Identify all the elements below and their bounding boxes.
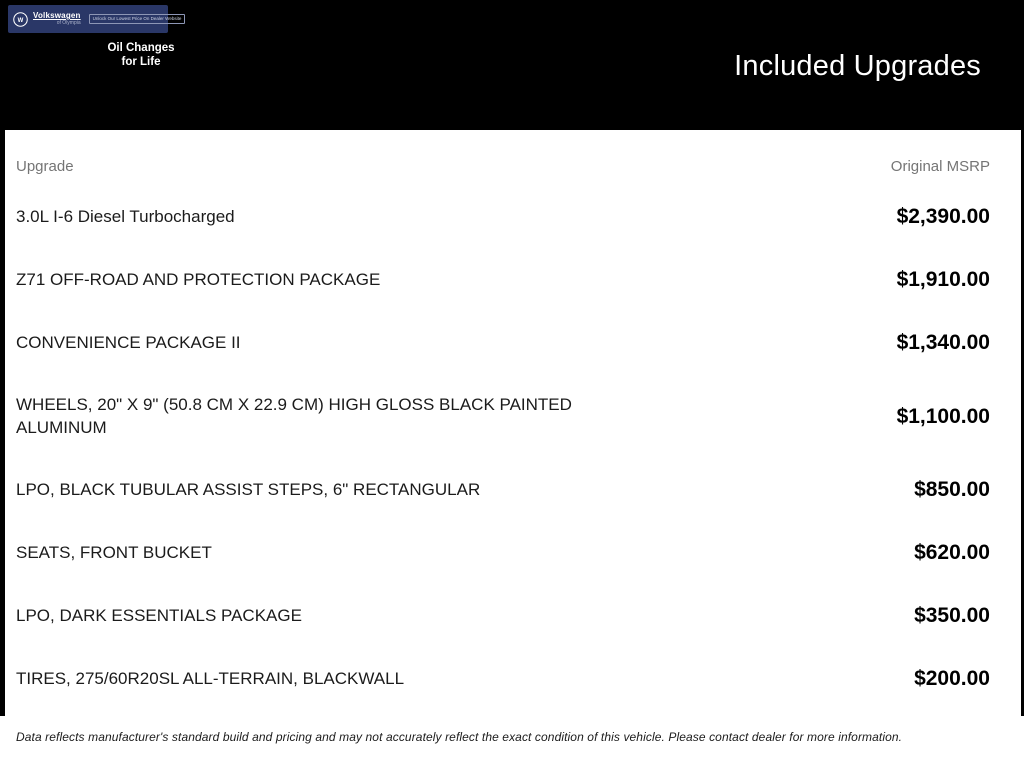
svg-text:W: W [17,17,24,24]
upgrade-price: $2,390.00 [896,205,990,228]
dealer-tagline-line1: Oil Changes [107,42,175,54]
upgrade-price: $350.00 [914,604,990,628]
table-header-row [16,158,990,175]
dealer-tagline-line2: for Life [121,56,161,69]
upgrade-name: SEATS, FRONT BUCKET [16,542,212,562]
dealer-brand-subtext: of Olympia [56,20,81,26]
upgrade-price: $850.00 [914,478,990,502]
table-row [16,205,990,229]
upgrade-price: $620.00 [914,541,990,565]
table-row [16,268,990,292]
dealer-banner[interactable] [8,5,182,33]
upgrades-table [5,130,1021,744]
column-header-upgrade: Upgrade [16,158,74,175]
vw-roundel-icon [13,12,28,27]
table-row [16,331,990,355]
upgrade-name: WHEELS, 20" X 9" (50.8 CM X 22.9 CM) HIGH GLOSS BLACK PAINTED ALUMINUM [16,395,572,437]
table-row [16,541,990,565]
table-row [16,667,990,691]
dealer-brand-name: Volkswagen [33,11,81,20]
dealer-tagline [68,41,214,69]
upgrade-name: Z71 OFF-ROAD AND PROTECTION PACKAGE [16,269,381,289]
table-row [16,478,990,502]
upgrade-price: $1,340.00 [896,331,990,354]
upgrade-name: LPO, BLACK TUBULAR ASSIST STEPS, 6" RECTANGULAR [16,479,481,499]
upgrade-price: $1,910.00 [896,268,990,291]
upgrade-name: LPO, DARK ESSENTIALS PACKAGE [16,605,302,625]
upgrade-name: CONVENIENCE PACKAGE II [16,332,241,352]
column-header-msrp: Original MSRP [890,158,990,175]
dealer-cta-button[interactable]: Unlock Our Lowest Price On Dealer Website [89,14,186,25]
table-row [16,394,990,439]
upgrade-name: 3.0L I-6 Diesel Turbocharged [16,206,235,226]
dealer-ad-banner[interactable] [8,5,182,69]
disclaimer-text: Data reflects manufacturer's standard build and pricing and may not accurately reflect the exact condition of this vehicle. Please contact dealer for more information. [16,730,903,745]
page-title: Included Upgrades [734,50,981,82]
upgrade-name: TIRES, 275/60R20SL ALL-TERRAIN, BLACKWALL [16,668,405,688]
header-band [0,0,1024,130]
upgrade-price: $1,100.00 [896,404,990,428]
upgrade-price: $200.00 [914,667,990,691]
dealer-brand-block [33,12,81,26]
table-row [16,604,990,628]
